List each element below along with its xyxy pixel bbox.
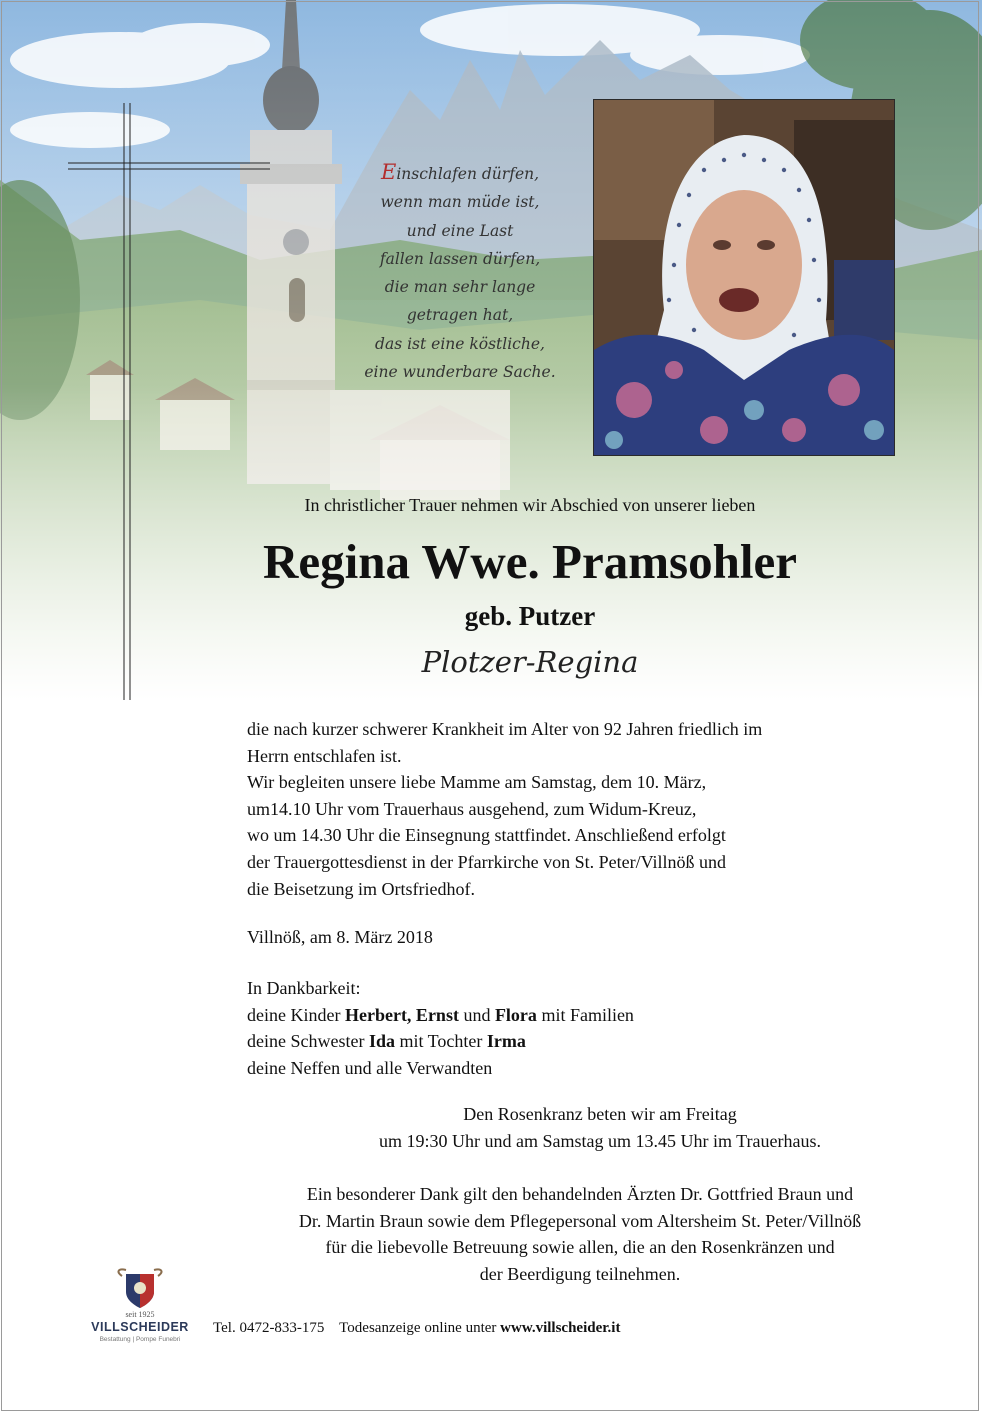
website-link[interactable]: www.villscheider.it	[500, 1320, 621, 1336]
poem-line: und eine Last	[406, 221, 514, 240]
deceased-name: Regina Wwe. Pramsohler	[263, 534, 797, 589]
place-date: Villnöß, am 8. März 2018	[247, 927, 433, 947]
nickname: Plotzer-Regina	[421, 645, 639, 679]
poem-line: eine wunderbare Sache.	[364, 363, 556, 382]
poem-line: fallen lassen dürfen,	[379, 249, 541, 268]
intro-text: In christlicher Trauer nehmen wir Abschied von unserer lieben	[304, 495, 756, 515]
phone: Tel. 0472-833-175	[213, 1320, 325, 1336]
thanks-line: Dr. Martin Braun sowie dem Pflegepersonal vom Altersheim St. Peter/Villnöß	[298, 1210, 862, 1231]
crest-icon	[82, 1268, 198, 1310]
thanks-line: für die liebevolle Betreuung sowie allen, die an den Rosenkränzen und	[325, 1237, 835, 1258]
poem-line: wenn man müde ist,	[380, 193, 540, 212]
body-line: Herrn entschlafen ist.	[247, 745, 402, 766]
obituary-body	[247, 716, 927, 902]
rosary-notice	[260, 1101, 940, 1154]
contact-line	[213, 1320, 620, 1337]
body-line: wo um 14.30 Uhr die Einsegnung stattfindet. Anschließend erfolgt	[247, 825, 726, 846]
poem-line: getragen hat,	[406, 306, 514, 325]
mourners-line-relatives: deine Neffen und alle Verwandten	[247, 1057, 493, 1078]
body-line: der Trauergottesdienst in der Pfarrkirche von St. Peter/Villnöß und	[247, 851, 727, 872]
birth-name: geb. Putzer	[464, 601, 596, 631]
portrait-photo	[593, 99, 895, 456]
special-thanks	[220, 1181, 940, 1287]
body-line: die Beisetzung im Ortsfriedhof.	[247, 878, 475, 899]
poem-line: Einschlafen dürfen,	[380, 160, 540, 184]
poem-initial: E	[380, 160, 397, 184]
mourners-line-sister: deine Schwester Ida mit Tochter Irma	[247, 1031, 526, 1052]
logo-subtitle: Bestattung | Pompe Funebri	[99, 1336, 181, 1343]
poem-line: das ist eine köstliche,	[375, 334, 545, 353]
online-label: Todesanzeige online unter	[339, 1320, 497, 1336]
body-line: Wir begleiten unsere liebe Mamme am Samstag, dem 10. März,	[247, 772, 707, 793]
mourners-line-children: deine Kinder Herbert, Ernst und Flora mit Familien	[247, 1004, 634, 1025]
thanks-line: der Beerdigung teilnehmen.	[479, 1263, 681, 1284]
thanks-line: Ein besonderer Dank gilt den behandelnden Ärzten Dr. Gottfried Braun und	[306, 1184, 854, 1204]
mourners-list	[247, 975, 927, 1081]
funeral-home-logo	[82, 1268, 198, 1368]
portrait-image	[594, 100, 894, 455]
thanks-heading: In Dankbarkeit:	[247, 978, 361, 998]
body-line: die nach kurzer schwerer Krankheit im Alter von 92 Jahren friedlich im	[247, 719, 763, 739]
memorial-poem	[340, 158, 580, 386]
rosary-line: Den Rosenkranz beten wir am Freitag	[463, 1104, 737, 1124]
logo-since: seit 1925	[125, 1310, 155, 1319]
rosary-line: um 19:30 Uhr und am Samstag um 13.45 Uhr im Trauerhaus.	[379, 1130, 821, 1151]
poem-line: die man sehr lange	[384, 278, 536, 297]
logo-name: VILLSCHEIDER	[91, 1320, 189, 1334]
body-line: um14.10 Uhr vom Trauerhaus ausgehend, zum Widum-Kreuz,	[247, 798, 697, 819]
